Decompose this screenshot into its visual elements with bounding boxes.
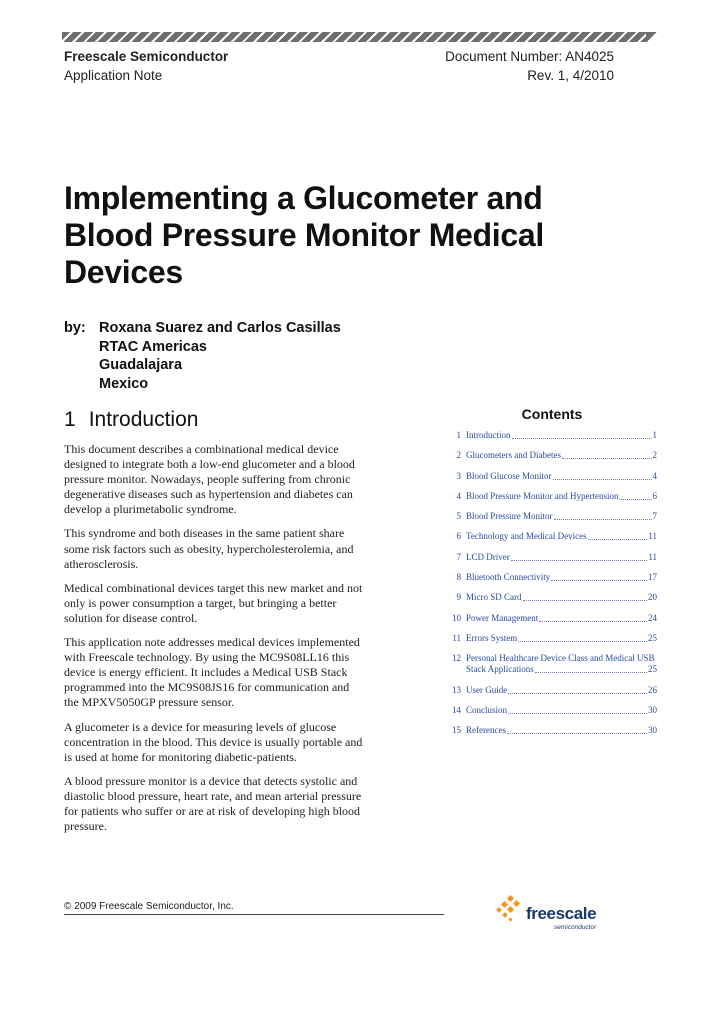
by-label: by:: [64, 320, 86, 336]
toc-page: 17: [648, 572, 657, 583]
toc-leader-dots: [562, 458, 652, 459]
toc-leader-dots: [511, 560, 648, 561]
author-organization: RTAC Americas: [99, 338, 207, 355]
toc-title-continued: Stack Applications: [466, 664, 534, 675]
toc-title: Blood Glucose Monitor: [466, 470, 552, 481]
toc-leader-dots: [508, 693, 647, 694]
section-title: Introduction: [88, 408, 199, 431]
toc-title: Blood Pressure Monitor: [466, 511, 553, 522]
toc-number: 5: [456, 511, 461, 522]
toc-title: Personal Healthcare Device Class and Medical USB: [466, 653, 655, 664]
toc-leader-dots: [554, 519, 652, 520]
company-name: Freescale Semiconductor: [64, 49, 229, 64]
toc-item-references[interactable]: [447, 725, 657, 736]
document-title: Implementing a Glucometer and Blood Pressure Monitor Medical Devices: [64, 180, 544, 290]
contents-heading: Contents: [521, 406, 583, 422]
toc-leader-dots: [523, 600, 648, 601]
toc-title: Blood Pressure Monitor and Hypertension: [466, 490, 619, 501]
toc-number: 8: [456, 572, 461, 583]
toc-leader-dots: [518, 641, 647, 642]
toc-page: 4: [652, 470, 657, 481]
toc-page: 25: [648, 632, 657, 643]
toc-number: 7: [456, 551, 461, 562]
toc-leader-dots: [535, 672, 647, 673]
author-country: Mexico: [99, 375, 149, 392]
freescale-logo: [496, 893, 616, 933]
toc-leader-dots: [551, 580, 647, 581]
toc-page: 11: [648, 531, 657, 542]
toc-leader-dots: [508, 713, 647, 714]
toc-item-blood-glucose-monitor[interactable]: [447, 471, 657, 482]
toc-item-power-management[interactable]: [447, 613, 657, 624]
toc-item-errors-system[interactable]: [447, 633, 657, 644]
toc-number: 12: [452, 653, 461, 664]
toc-title: Glucometers and Diabetes: [466, 450, 561, 461]
logo-subtitle: semiconductor: [554, 924, 597, 931]
paragraph: A blood pressure monitor is a device that detects systolic and diastolic blood pressure, heart rate, and mean arterial pressure for patients who suffer or are at risk of developing high blood pressure.: [64, 773, 362, 834]
toc-page: 6: [652, 490, 657, 501]
toc-page: 2: [652, 450, 657, 461]
header-stripe-bar: [62, 32, 654, 42]
toc-item-technology[interactable]: [447, 531, 657, 542]
paragraph: Medical combinational devices target this new market and not only is power consumption a target, but bringing a better solution for disease control.: [64, 580, 363, 625]
toc-page: 30: [648, 704, 657, 715]
document-type: Application Note: [64, 68, 163, 83]
toc-number: 4: [456, 490, 461, 501]
toc-title: References: [466, 725, 506, 736]
toc-page: 20: [648, 592, 657, 603]
toc-title: Micro SD Card: [466, 592, 522, 603]
toc-page: 25: [648, 664, 657, 675]
toc-item-introduction[interactable]: [447, 430, 657, 441]
toc-page: 1: [652, 430, 657, 440]
toc-title: Bluetooth Connectivity: [466, 572, 551, 583]
toc-page: 11: [648, 551, 657, 562]
toc-page: 26: [648, 684, 657, 695]
toc-number: 3: [456, 470, 461, 481]
paragraph: This application note addresses medical devices implemented with Freescale technology. By using the MC9S08LL16 this device is energy efficient. It includes a Medical USB Stack programmed into the MC9S08JS16 for communication and the MPXV5050GP pressure sensor.: [64, 635, 360, 710]
toc-number: 9: [456, 592, 461, 603]
paragraph: A glucometer is a device for measuring levels of glucose concentration in the blood. This device is usually portable and is used at home for monitoring diabetic-patients.: [64, 719, 363, 764]
section-heading: [64, 408, 198, 432]
toc-leader-dots: [588, 539, 648, 540]
toc-title: Introduction: [466, 430, 511, 440]
logo-wordmark: freescale: [526, 904, 597, 923]
toc-number: 11: [452, 632, 461, 643]
paragraph: This syndrome and both diseases in the same patient share some risk factors such as obesity, hypercholesterolemia, and atherosclerosis.: [64, 526, 354, 571]
revision-date: Rev. 1, 4/2010: [527, 68, 614, 83]
toc-leader-dots: [539, 621, 647, 622]
toc-title: Conclusion: [466, 704, 508, 715]
copyright-notice: © 2009 Freescale Semiconductor, Inc.: [64, 901, 234, 912]
toc-number: 14: [452, 704, 461, 715]
toc-number: 1: [456, 430, 461, 440]
paragraph: This document describes a combinational medical device designed to integrate both a low-end glucometer and a blood pressure monitor. Nowadays, people suffering from chronic degenerative diseases such as hypertension and diabetes can develop a plurimetabolic syndrome.: [64, 442, 355, 517]
freescale-logo-mark-icon: [496, 895, 528, 927]
toc-item-blood-pressure-monitor[interactable]: [447, 511, 657, 522]
table-of-contents: [447, 406, 657, 745]
author-city: Guadalajara: [99, 357, 183, 374]
toc-item-glucometers[interactable]: [447, 450, 657, 461]
toc-item-conclusion[interactable]: [447, 705, 657, 716]
toc-leader-dots: [619, 499, 651, 500]
toc-leader-dots: [512, 438, 652, 439]
toc-item-phdc-usb-stack[interactable]: [447, 653, 657, 675]
toc-leader-dots: [507, 733, 647, 734]
toc-number: 2: [456, 450, 461, 461]
author-names: Roxana Suarez and Carlos Casillas: [99, 320, 341, 336]
toc-number: 10: [452, 612, 461, 623]
toc-number: 15: [452, 725, 461, 736]
toc-title: User Guide: [466, 684, 508, 695]
toc-page: 24: [648, 612, 657, 623]
toc-number: 13: [452, 684, 461, 695]
footer-divider: [64, 914, 444, 915]
document-number: Document Number: AN4025: [445, 49, 614, 64]
toc-title: Errors System: [466, 632, 518, 643]
toc-title: Technology and Medical Devices: [466, 531, 587, 542]
toc-page: 30: [648, 725, 657, 736]
toc-item-bluetooth[interactable]: [447, 572, 657, 583]
toc-title: Power Management: [466, 612, 539, 623]
toc-title: LCD Driver: [466, 551, 510, 562]
toc-page: 7: [652, 511, 657, 522]
toc-leader-dots: [553, 479, 652, 480]
toc-item-lcd-driver[interactable]: [447, 552, 657, 563]
section-number: 1: [64, 408, 76, 431]
toc-item-micro-sd[interactable]: [447, 592, 657, 603]
toc-item-user-guide[interactable]: [447, 685, 657, 696]
toc-number: 6: [456, 531, 461, 542]
author-lines: [99, 320, 341, 394]
introduction-body: [64, 442, 364, 843]
toc-item-bp-hypertension[interactable]: [447, 491, 657, 502]
